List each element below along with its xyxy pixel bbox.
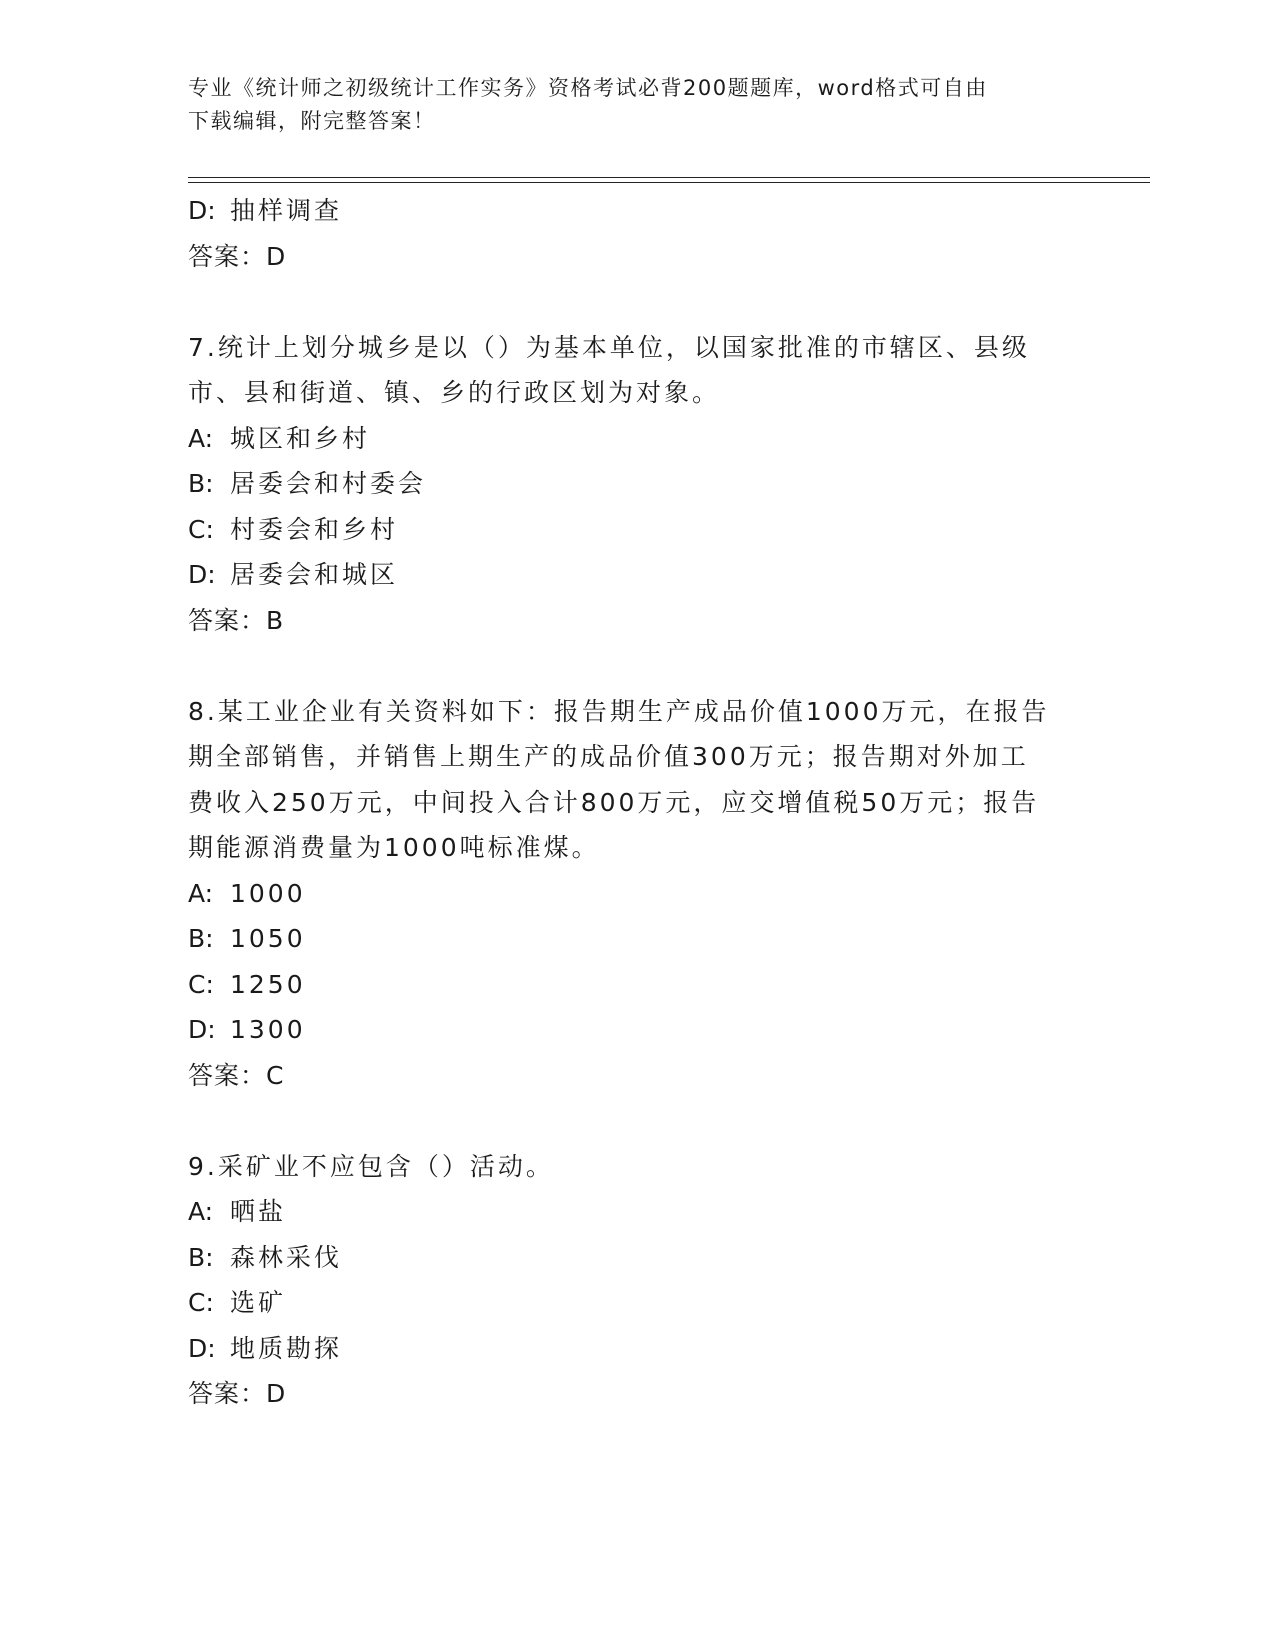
spacer (188, 643, 1078, 689)
option-letter: B: (188, 924, 214, 953)
spacer (188, 1098, 1078, 1144)
header-divider-top (188, 177, 1150, 178)
question-stem-line: 7.统计上划分城乡是以（）为基本单位，以国家批准的市辖区、县级 (188, 332, 1030, 362)
option-letter: C: (188, 1288, 214, 1317)
document-body (188, 188, 1078, 1417)
option-d (188, 1326, 1078, 1372)
question-8 (188, 689, 1078, 1099)
option-text: 1050 (230, 924, 306, 953)
option-text: 1300 (230, 1015, 306, 1044)
option-c (188, 507, 1078, 553)
option-letter: D: (188, 560, 216, 589)
option-b (188, 461, 1078, 507)
question-stem-line: 8.某工业企业有关资料如下：报告期生产成品价值1000万元，在报告 (188, 696, 1050, 726)
option-c (188, 962, 1078, 1008)
option-letter: B: (188, 469, 214, 498)
answer-line: 答案：D (188, 241, 287, 271)
option-b (188, 916, 1078, 962)
option-d (188, 1007, 1078, 1053)
option-text: 1000 (230, 878, 306, 908)
option-d (188, 552, 1078, 598)
header-line-2: 下载编辑，附完整答案！ (188, 109, 436, 133)
option-text: 森林采伐 (230, 1242, 343, 1272)
option-letter: B: (188, 1242, 214, 1272)
option-text: 1250 (230, 969, 306, 999)
question-7 (188, 325, 1078, 644)
option-text: 地质勘探 (230, 1333, 343, 1363)
header-divider-bottom (188, 182, 1150, 183)
option-a (188, 1189, 1078, 1235)
option-text: 晒盐 (230, 1197, 287, 1226)
document-header (188, 72, 1068, 138)
question-stem-line: 期能源消费量为1000吨标准煤。 (188, 833, 600, 862)
option-text: 城区和乡村 (230, 423, 371, 453)
option-text: 抽样调查 (230, 196, 343, 225)
option-letter: D: (188, 196, 216, 225)
question-stem-line: 9.采矿业不应包含（）活动。 (188, 1151, 554, 1181)
option-d (188, 188, 1078, 234)
option-a (188, 416, 1078, 462)
question-stem-line: 市、县和街道、镇、乡的行政区划为对象。 (188, 378, 721, 407)
answer-line: 答案：D (188, 1379, 287, 1408)
option-text: 村委会和乡村 (230, 514, 399, 544)
option-letter: A: (188, 423, 214, 453)
question-9 (188, 1144, 1078, 1417)
answer-line: 答案：B (188, 605, 285, 635)
question-stem-line: 费收入250万元，中间投入合计800万元，应交增值税50万元；报告 (188, 787, 1040, 817)
option-b (188, 1235, 1078, 1281)
option-c (188, 1280, 1078, 1326)
spacer (188, 279, 1078, 325)
header-line-1: 专业《统计师之初级统计工作实务》资格考试必背200题题库，word格式可自由 (188, 76, 988, 100)
option-letter: D: (188, 1015, 216, 1044)
option-a (188, 871, 1078, 917)
option-letter: A: (188, 1197, 214, 1226)
option-letter: C: (188, 969, 214, 999)
option-text: 居委会和城区 (230, 560, 399, 589)
option-letter: C: (188, 514, 214, 544)
option-letter: A: (188, 878, 214, 908)
option-text: 选矿 (230, 1288, 287, 1317)
option-text: 居委会和村委会 (230, 469, 427, 498)
option-letter: D: (188, 1333, 216, 1363)
answer-line: 答案：C (188, 1060, 285, 1090)
question-stem-line: 期全部销售，并销售上期生产的成品价值300万元；报告期对外加工 (188, 742, 1029, 771)
